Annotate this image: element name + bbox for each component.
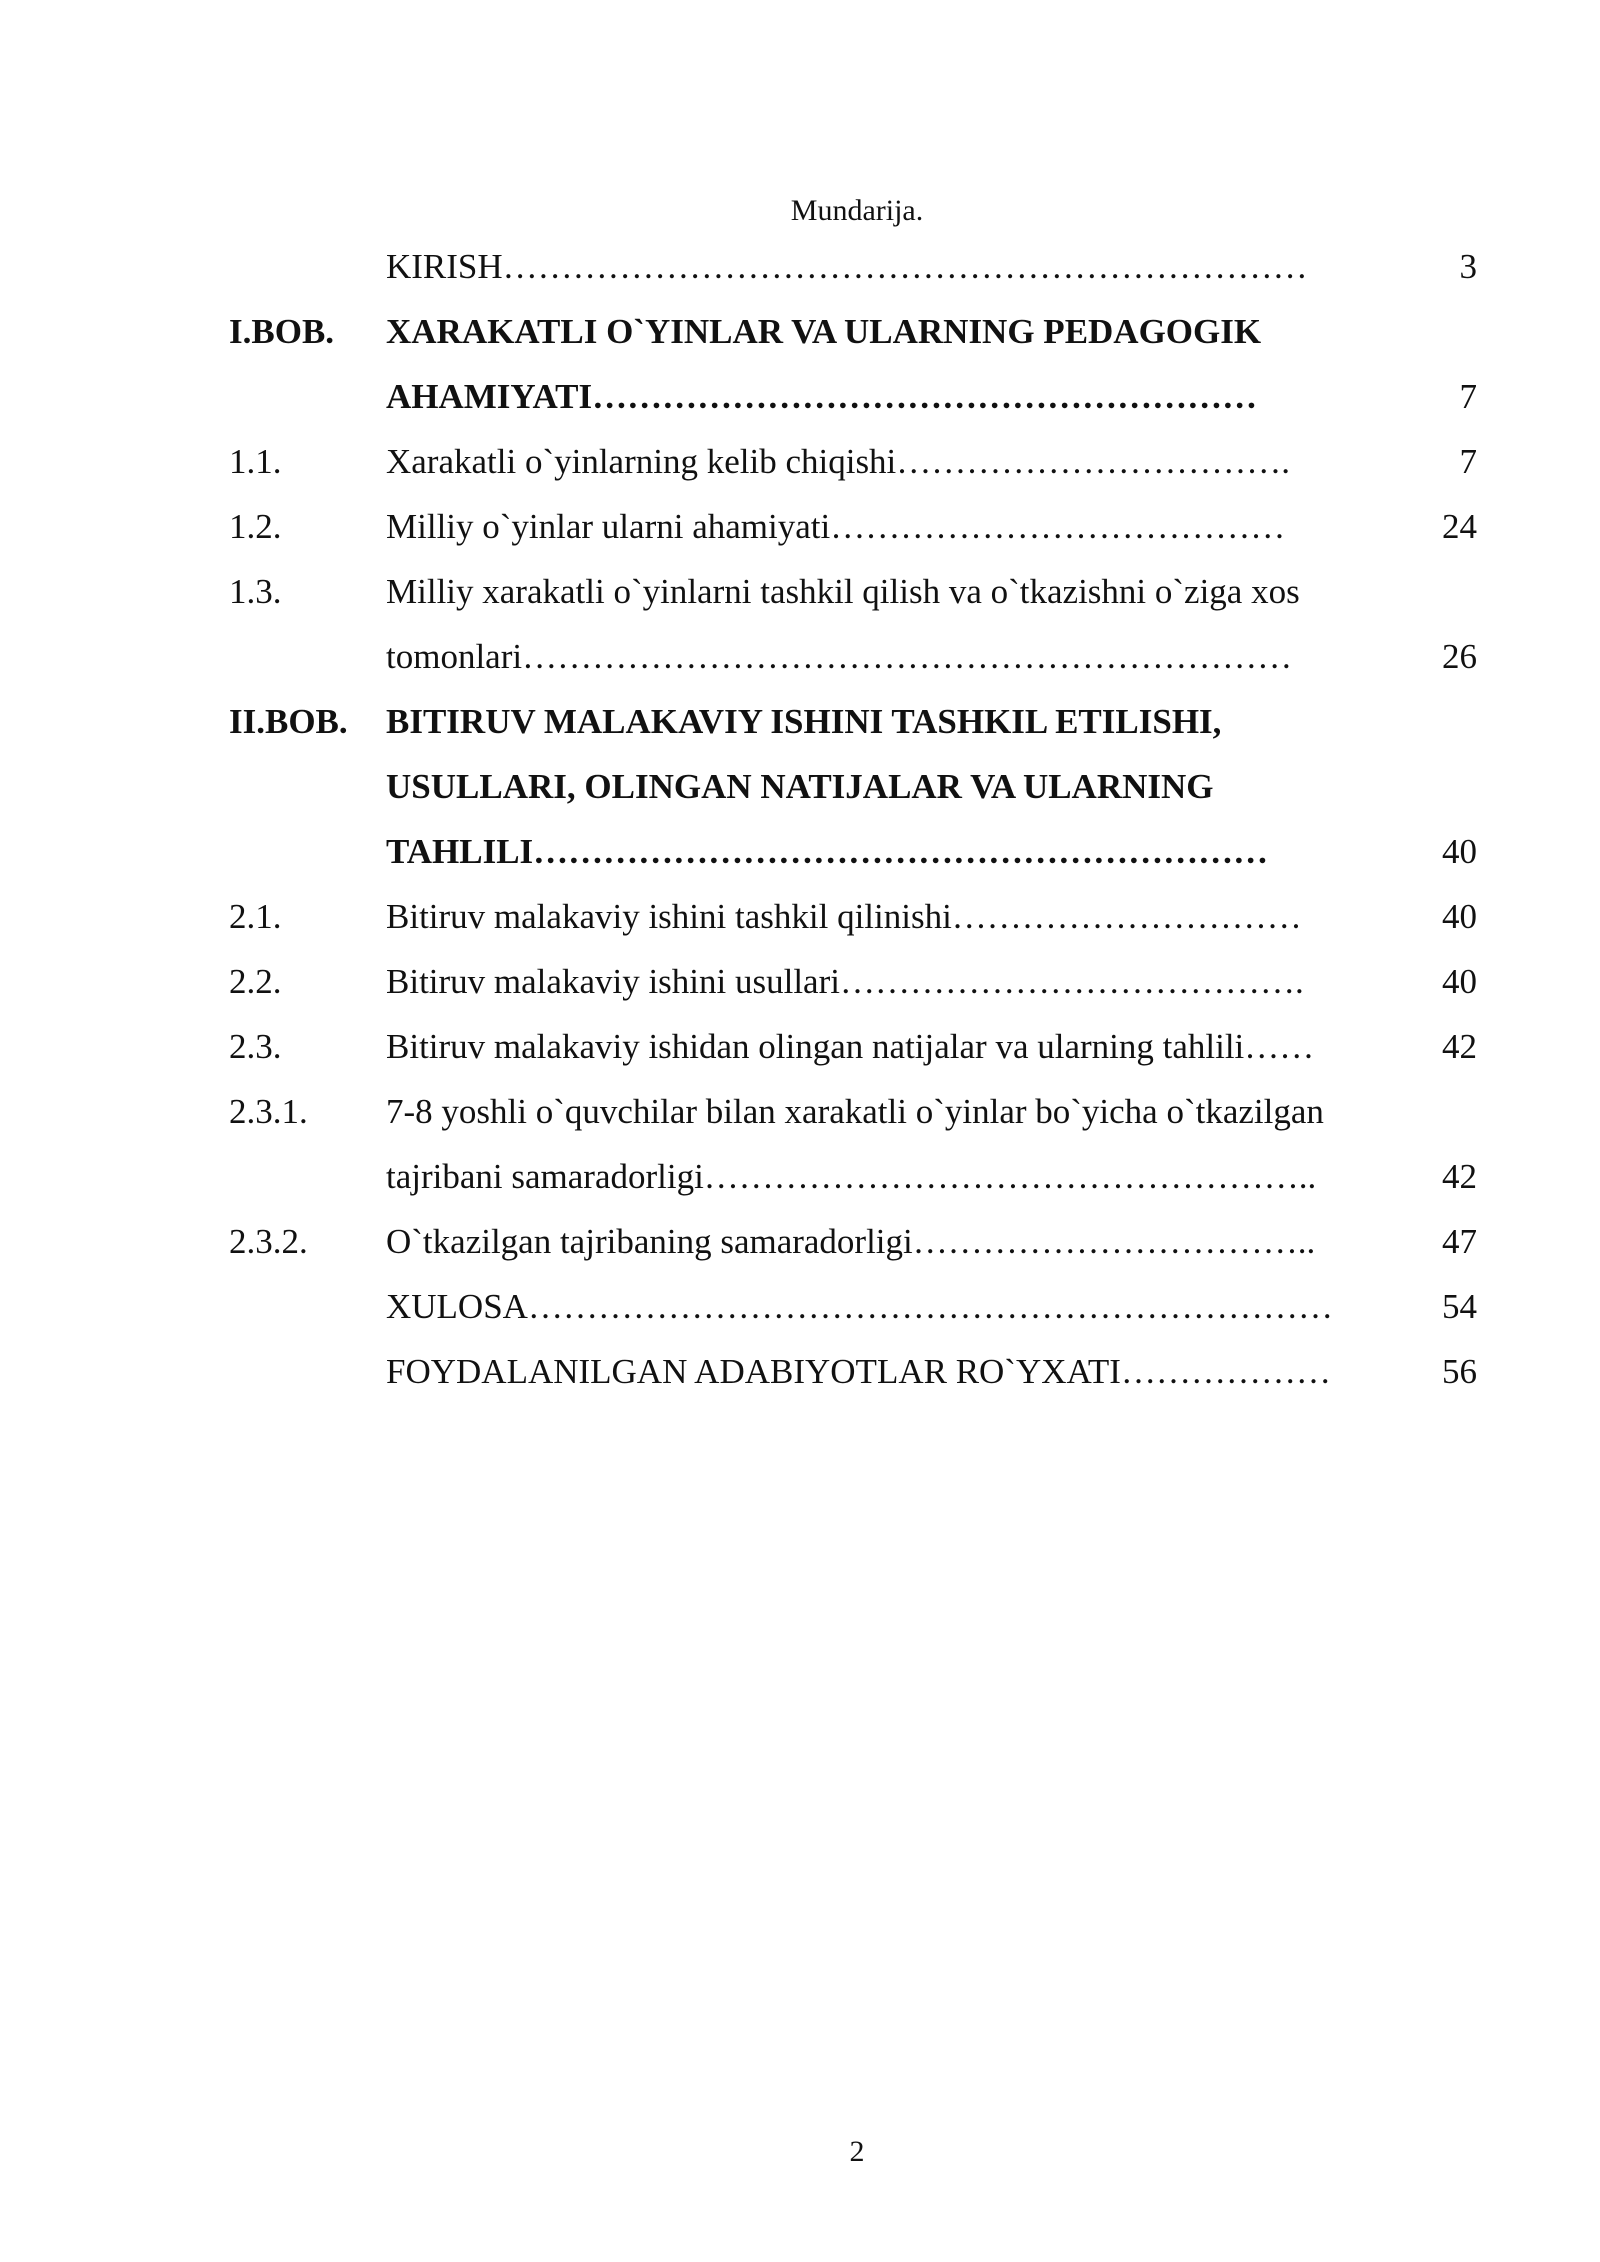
table-of-contents: [0, 236, 1600, 1406]
toc-entry-number: 1.2.: [229, 507, 282, 546]
toc-entry-number: II.BOB.: [229, 702, 348, 741]
toc-entry-page: 40: [1442, 897, 1477, 936]
toc-entry-text: O`tkazilgan tajribaning samaradorligi……………………………..: [386, 1222, 1316, 1261]
toc-entry-page: 54: [1442, 1287, 1477, 1326]
toc-entry-page: 7: [1459, 377, 1477, 416]
toc-entry-text: KIRISH……………………………………………………………: [386, 247, 1308, 286]
toc-entry: [0, 496, 1600, 561]
toc-entry-number: 2.3.: [229, 1027, 282, 1066]
toc-entry: [0, 821, 1600, 886]
toc-entry-number: 2.3.2.: [229, 1222, 308, 1261]
toc-entry: [0, 1081, 1600, 1146]
toc-entry-text: USULLARI, OLINGAN NATIJALAR VA ULARNING: [386, 767, 1214, 806]
toc-entry: [0, 301, 1600, 366]
toc-entry: [0, 431, 1600, 496]
toc-entry-page: 7: [1459, 442, 1477, 481]
toc-entry: [0, 756, 1600, 821]
toc-entry-text: XULOSA……………………………………………………………: [386, 1287, 1333, 1326]
toc-entry: [0, 626, 1600, 691]
toc-entry: [0, 691, 1600, 756]
toc-entry-page: 24: [1442, 507, 1477, 546]
toc-entry-text: BITIRUV MALAKAVIY ISHINI TASHKIL ETILISHI,: [386, 702, 1222, 741]
toc-entry-page: 40: [1442, 832, 1477, 871]
toc-entry: [0, 236, 1600, 301]
toc-entry-text: Bitiruv malakaviy ishidan olingan natijalar va ularning tahlili……: [386, 1027, 1315, 1066]
toc-entry-text: TAHLILI………………………………………………………: [386, 832, 1269, 871]
toc-entry: [0, 366, 1600, 431]
toc-entry: [0, 1146, 1600, 1211]
toc-entry-text: Milliy xarakatli o`yinlarni tashkil qilish va o`tkazishni o`ziga xos: [386, 572, 1300, 611]
toc-entry-text: XARAKATLI O`YINLAR VA ULARNING PEDAGOGIK: [386, 312, 1262, 351]
toc-entry-text: Xarakatli o`yinlarning kelib chiqishi…………………………….: [386, 442, 1291, 481]
toc-entry-text: FOYDALANILGAN ADABIYOTLAR RO`YXATI………………: [386, 1352, 1331, 1391]
toc-title: Mundarija.: [790, 194, 924, 227]
toc-entry-number: I.BOB.: [229, 312, 335, 351]
toc-entry-page: 42: [1442, 1157, 1477, 1196]
toc-entry: [0, 561, 1600, 626]
toc-entry: [0, 1276, 1600, 1341]
toc-entry-page: 26: [1442, 637, 1477, 676]
toc-entry-number: 1.3.: [229, 572, 282, 611]
page-number: 2: [849, 2135, 865, 2168]
toc-entry-page: 56: [1442, 1352, 1477, 1391]
toc-entry-number: 2.1.: [229, 897, 282, 936]
toc-entry: [0, 1211, 1600, 1276]
toc-entry-text: tajribani samaradorligi……………………………………………..: [386, 1157, 1317, 1196]
toc-entry: [0, 1341, 1600, 1406]
toc-entry-text: Milliy o`yinlar ularni ahamiyati…………………………………: [386, 507, 1286, 546]
toc-entry-number: 2.3.1.: [229, 1092, 308, 1131]
toc-entry-page: 42: [1442, 1027, 1477, 1066]
toc-entry: [0, 886, 1600, 951]
toc-entry-text: Bitiruv malakaviy ishini tashkil qilinishi…………………………: [386, 897, 1302, 936]
toc-entry-text: Bitiruv malakaviy ishini usullari………………………………….: [386, 962, 1304, 1001]
toc-entry-page: 47: [1442, 1222, 1477, 1261]
toc-entry-number: 1.1.: [229, 442, 282, 481]
toc-entry: [0, 1016, 1600, 1081]
toc-entry-text: 7-8 yoshli o`quvchilar bilan xarakatli o`yinlar bo`yicha o`tkazilgan: [386, 1092, 1324, 1131]
toc-entry-number: 2.2.: [229, 962, 282, 1001]
toc-entry: [0, 951, 1600, 1016]
toc-entry-text: tomonlari…………………………………………………………: [386, 637, 1293, 676]
toc-entry-page: 40: [1442, 962, 1477, 1001]
toc-entry-text: AHAMIYATI…………………………………………………: [386, 377, 1258, 416]
toc-entry-page: 3: [1459, 247, 1477, 286]
